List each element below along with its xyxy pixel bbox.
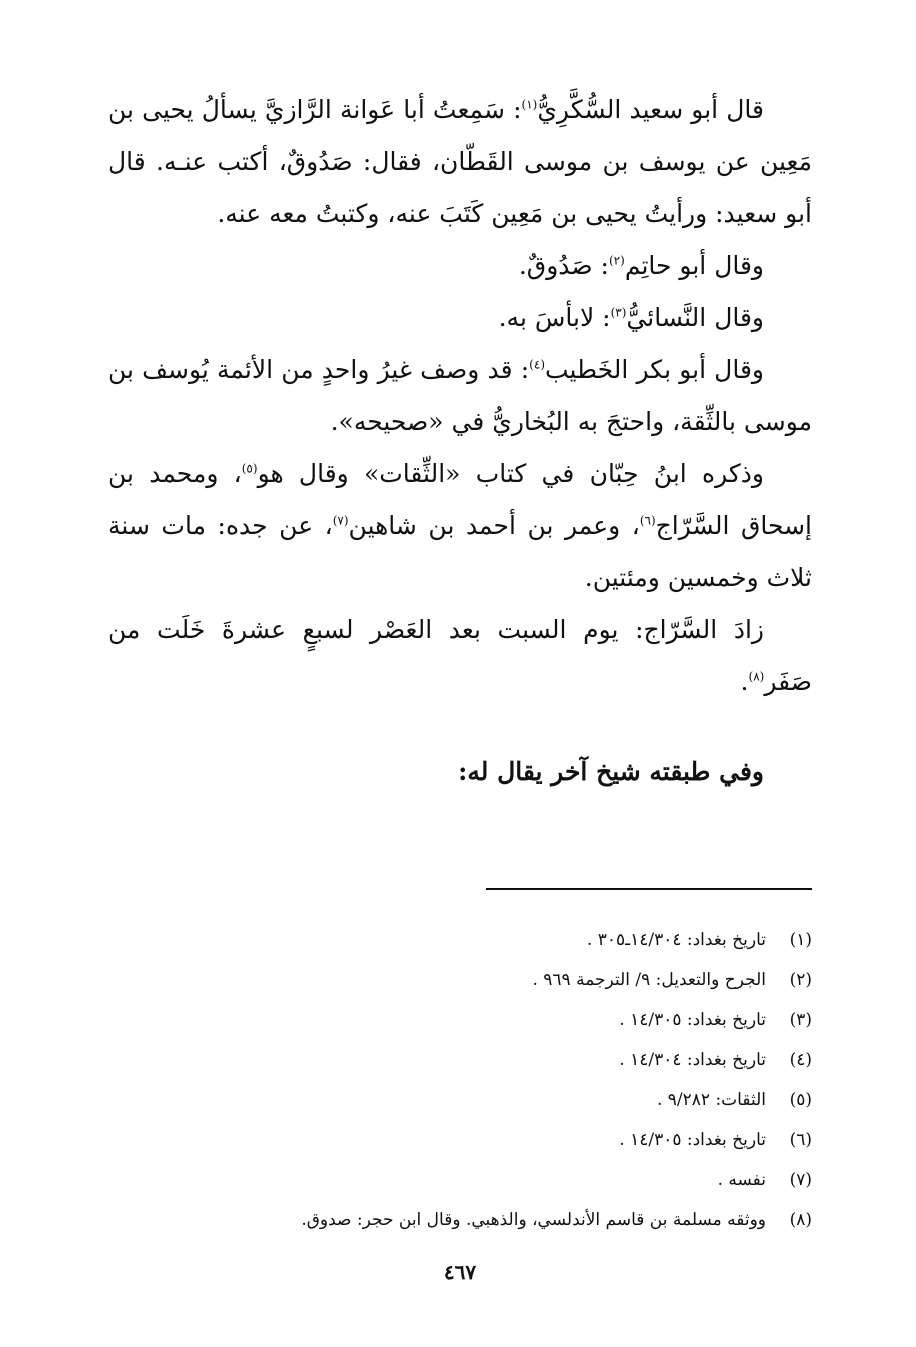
footnote-number: (٣) [789, 1010, 812, 1030]
footnote-number: (٤) [789, 1050, 812, 1070]
paragraph-text: قال أبو سعيد السُّكَّرِيُّ [537, 95, 764, 124]
body-paragraph [108, 448, 812, 604]
footnote-separator [486, 888, 812, 890]
footnote-number: (٥) [789, 1090, 812, 1110]
book-page [108, 84, 812, 1324]
footnote-number: (٦) [789, 1130, 812, 1150]
footnote-marker: (٣) [610, 305, 627, 320]
paragraph-text: : قد وصف غيرُ واحدٍ من الأئمة يُوسف بن موسى بالثِّقة، واحتجَ به البُخاريُّ في «صحيحه». [108, 355, 812, 436]
body-paragraph [108, 84, 812, 240]
paragraph-text: زادَ السَّرّاج: يوم السبت بعد العَصْر لسبعٍ عشرةَ خَلَت من صَفَر [108, 615, 812, 696]
footnote-item [108, 920, 812, 960]
footnote-marker: (٥) [241, 461, 258, 476]
paragraph-text: . [740, 667, 749, 696]
footnote-number: (٨) [789, 1210, 812, 1230]
paragraph-text: وقال أبو حاتِم [624, 251, 764, 280]
paragraph-text: : سَمِعتُ أبا عَوانة الرَّازيَّ يسألُ يحيى بن مَعِين عن يوسف بن موسى القَطّان، فقال: صَدُوقٌ، أكتب عنـه. قال أبو سعيد: ورأيتُ يحيى بن مَعِين كَتَبَ عنه، وكتبتُ معه عنه. [108, 95, 812, 228]
footnote-number: (٢) [789, 970, 812, 990]
body-paragraph [108, 292, 812, 344]
footnote-text: تاريخ بغداد: ١٤/٣٠٥ . [619, 1010, 766, 1030]
footnote-text: ووثقه مسلمة بن قاسم الأندلسي، والذهبي. وقال ابن حجر: صدوق. [301, 1210, 766, 1230]
paragraph-text: وذكره ابنُ حِبّان في كتاب «الثِّقات» وقال هو [257, 459, 764, 488]
footnote-marker: (٨) [748, 669, 765, 684]
footnote-item [108, 1080, 812, 1120]
footnotes [108, 920, 812, 1240]
footnote-marker: (٦) [639, 513, 656, 528]
footnote-text: تاريخ بغداد: ١٤/٣٠٥ . [619, 1130, 766, 1150]
footnote-number: (١) [789, 930, 812, 950]
body-paragraph [108, 344, 812, 448]
footnote-marker: (٢) [608, 253, 625, 268]
footnote-text: تاريخ بغداد: ١٤/٣٠٤ . [619, 1050, 766, 1070]
paragraph-text: ، ومحمد بن إسحاق السَّرّاج [108, 459, 812, 540]
footnote-number: (٧) [789, 1170, 812, 1190]
footnote-item [108, 1040, 812, 1080]
paragraph-text: ، عن جده: مات سنة ثلاث وخمسين ومئتين. [108, 511, 812, 592]
footnote-text: تاريخ بغداد: ١٤/٣٠٤ـ٣٠٥ . [586, 930, 766, 950]
paragraph-text: : صَدُوقٌ. [518, 251, 609, 280]
paragraph-text: وقال أبو بكر الخَطيب [545, 355, 764, 384]
footnote-marker: (٧) [332, 513, 349, 528]
footnote-item [108, 1200, 812, 1240]
main-text [108, 84, 812, 708]
footnote-marker: (٤) [529, 357, 545, 372]
footnote-item [108, 1120, 812, 1160]
body-paragraph [108, 604, 812, 708]
footnote-item [108, 960, 812, 1000]
footnote-text: الجرح والتعديل: ٩/ الترجمة ٩٦٩ . [532, 970, 766, 990]
page-number: ٤٦٧ [443, 1260, 477, 1284]
footnote-marker: (١) [521, 97, 538, 112]
section-heading: وفي طبقته شيخ آخر يقال له: [458, 757, 764, 786]
paragraph-text: : لابأسَ به. [498, 303, 611, 332]
footnote-item [108, 1160, 812, 1200]
footnote-text: الثقات: ٩/٢٨٢ . [656, 1090, 766, 1110]
paragraph-text: وقال النَّسائيُّ [626, 303, 764, 332]
body-paragraph [108, 240, 812, 292]
footnote-item [108, 1000, 812, 1040]
paragraph-text: ، وعمر بن أحمد بن شاهين [348, 511, 640, 540]
footnote-text: نفسه . [717, 1170, 766, 1190]
